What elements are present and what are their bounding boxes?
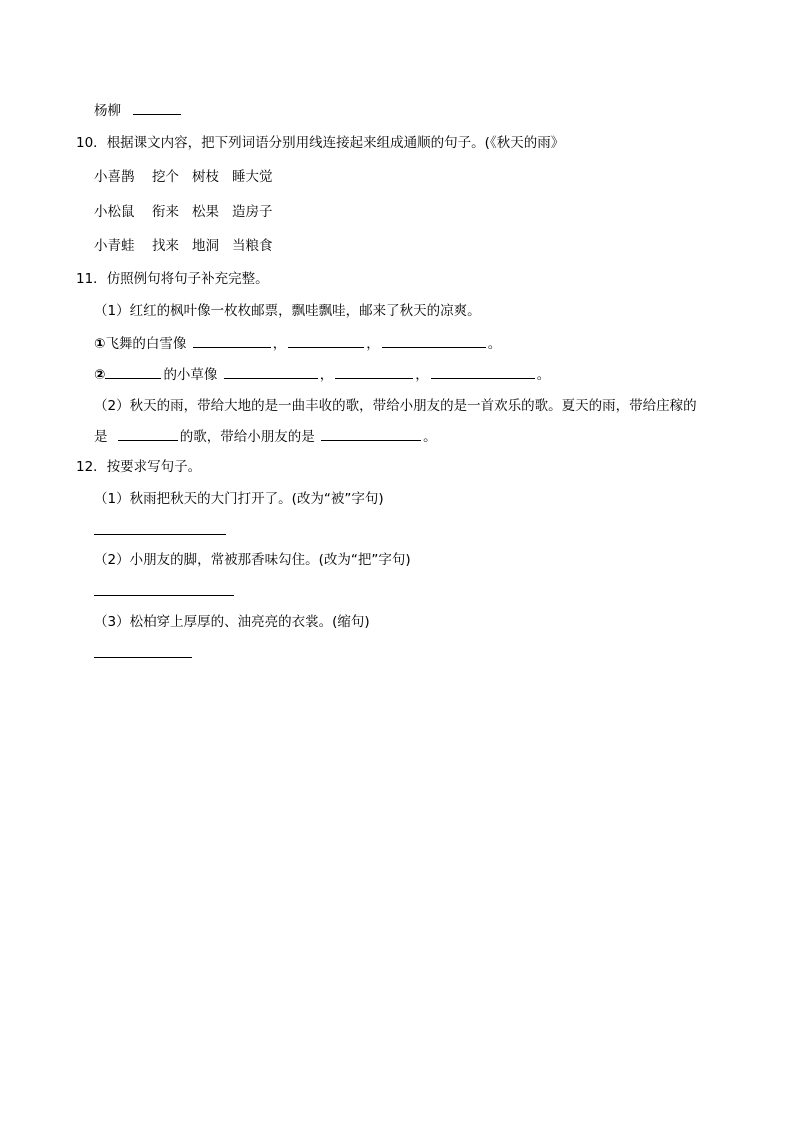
q11-item-2 xyxy=(94,364,550,385)
q11-item1-text: 飞舞的白雪像 xyxy=(105,336,187,352)
q12-item2-text: （2）小朋友的脚，常被那香味勾住。(改为“把”字句) xyxy=(94,552,411,568)
q9-tail-blank[interactable] xyxy=(133,100,181,115)
q12-item3-text: （3）松柏穿上厚厚的、油亮亮的衣裳。(缩句) xyxy=(94,614,370,630)
q12-answer-line-1[interactable] xyxy=(94,534,226,535)
q10-word[interactable]: 树枝 xyxy=(192,169,219,185)
q11-comma: ， xyxy=(415,367,429,383)
q10-row-2 xyxy=(94,202,273,222)
q10-prompt xyxy=(76,133,564,153)
q12-item-3 xyxy=(94,612,370,632)
q10-word[interactable]: 衔来 xyxy=(152,204,179,220)
q10-word[interactable]: 松果 xyxy=(192,204,219,220)
q12-item-2 xyxy=(94,550,411,570)
q9-tail-label: 杨柳 xyxy=(94,103,121,119)
q10-word[interactable]: 造房子 xyxy=(232,204,273,220)
q11-item2-text: 的小草像 xyxy=(163,367,218,383)
q11-item1-blank-1[interactable] xyxy=(193,333,271,348)
q11-sub2-line-1 xyxy=(94,396,697,416)
q11-prompt xyxy=(76,269,269,289)
q11-example-text: （1）红红的枫叶像一枚枚邮票，飘哇飘哇，邮来了秋天的凉爽。 xyxy=(94,303,481,319)
q10-word[interactable]: 地洞 xyxy=(192,238,219,254)
q11-item-1 xyxy=(94,333,501,354)
q10-prompt-text: 根据课文内容，把下列词语分别用线连接起来组成通顺的句子。(《秋天的雨》 xyxy=(106,135,565,151)
q11-period: 。 xyxy=(487,336,502,352)
q11-number: 11． xyxy=(76,271,107,287)
q11-sub2-line-2 xyxy=(94,426,437,447)
q12-answer-line-3[interactable] xyxy=(94,657,192,658)
q12-prompt-text: 按要求写句子。 xyxy=(106,459,202,475)
q10-word[interactable]: 小青蛙 xyxy=(94,238,135,254)
q12-item1-text: （1）秋雨把秋天的大门打开了。(改为“被”字句) xyxy=(94,491,384,507)
circled-two-icon: ② xyxy=(94,367,106,383)
q11-item2-blank-3[interactable] xyxy=(335,364,413,379)
q11-item1-blank-2[interactable] xyxy=(288,333,364,348)
q11-period: 。 xyxy=(536,367,551,383)
q11-prompt-text: 仿照例句将句子补充完整。 xyxy=(106,271,269,287)
q10-word[interactable]: 小松鼠 xyxy=(94,204,135,220)
q11-example xyxy=(94,301,481,321)
q12-prompt xyxy=(76,457,201,477)
q10-word[interactable]: 当粮食 xyxy=(232,238,273,254)
q11-sub2-blank-1[interactable] xyxy=(118,426,178,441)
q10-word[interactable]: 挖个 xyxy=(152,169,179,185)
q11-sub2-text-2a: 是 xyxy=(94,429,108,445)
q9-tail-line xyxy=(94,100,183,121)
q11-comma: ， xyxy=(319,367,334,383)
q10-word[interactable]: 小喜鹊 xyxy=(94,169,135,185)
q11-item2-blank-4[interactable] xyxy=(431,364,535,379)
q12-answer-line-2[interactable] xyxy=(94,595,234,596)
q11-item2-blank-2[interactable] xyxy=(224,364,318,379)
q11-sub2-blank-2[interactable] xyxy=(321,426,421,441)
circled-one-icon: ① xyxy=(94,336,106,352)
q11-comma: ， xyxy=(272,336,287,352)
q11-item2-blank-1[interactable] xyxy=(105,364,161,379)
q11-comma: ， xyxy=(366,336,380,352)
q10-row-3 xyxy=(94,236,273,256)
q10-word[interactable]: 找来 xyxy=(152,238,179,254)
q12-number: 12． xyxy=(76,459,107,475)
q11-item1-blank-3[interactable] xyxy=(382,333,486,348)
q11-sub2-period: 。 xyxy=(423,429,437,445)
q10-word[interactable]: 睡大觉 xyxy=(232,169,273,185)
q12-item-1 xyxy=(94,489,384,509)
q10-row-1 xyxy=(94,167,273,187)
q11-sub2-text-2b: 的歌，带给小朋友的是 xyxy=(179,429,315,445)
q11-sub2-text-1: （2）秋天的雨，带给大地的是一曲丰收的歌，带给小朋友的是一首欢乐的歌。夏天的雨，带给庄稼的 xyxy=(94,398,697,414)
q10-number: 10． xyxy=(76,135,107,151)
